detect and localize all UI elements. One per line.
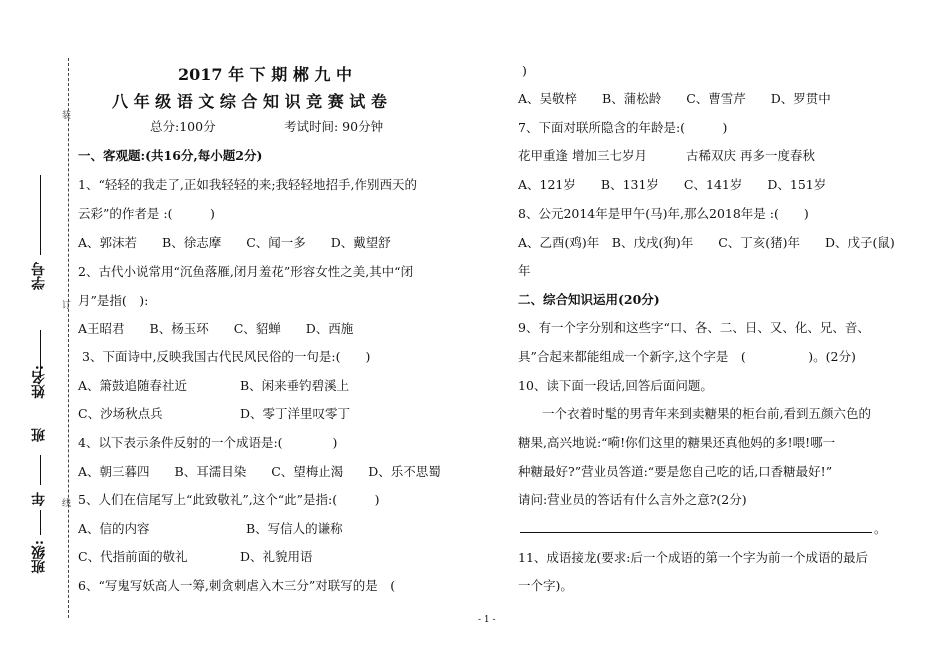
answer-end-mark: 。 xyxy=(874,521,887,536)
name-label: 姓名: xyxy=(31,365,47,399)
question-5-option-c: C、代指前面的敬礼 xyxy=(78,549,188,564)
question-7: 7、下面对联所隐含的年龄是:( ) xyxy=(518,120,728,135)
question-9-line-1: 9、有一个字分别和这些字“口、各、二、日、又、化、兄、音、 xyxy=(518,320,870,335)
binding-mark-xian: 线 xyxy=(62,499,72,509)
question-7-couplet-lower: 古稀双庆 再多一度春秋 xyxy=(686,148,815,163)
question-2-options: A王昭君 B、杨玉环 C、貂蝉 D、西施 xyxy=(78,321,354,336)
grade-label: 年 xyxy=(31,492,47,506)
question-5-option-b: B、写信人的谦称 xyxy=(246,521,343,536)
class-blank xyxy=(40,455,41,485)
passage-line-3: 种糖最好?”营业员答道:“要是您自己吃的话,口香糖最好!” xyxy=(518,464,833,479)
ban-label: 班 xyxy=(31,428,47,442)
exam-title: 八 年 级 语 文 综 合 知 识 竞 赛 试 卷 xyxy=(112,92,387,111)
student-number-blank xyxy=(40,175,41,255)
student-number-label: 学号 xyxy=(31,262,47,290)
question-3-option-c: C、沙场秋点兵 xyxy=(78,406,163,421)
question-3-option-d: D、零丁洋里叹零丁 xyxy=(240,406,351,421)
binding-dashed-line xyxy=(68,58,69,618)
question-8: 8、公元2014年是甲午(马)年,那么2018年是 :( ) xyxy=(518,206,809,221)
question-9-line-2: 具”合起来都能组成一个新字,这个字是 ( )。(2分) xyxy=(518,349,856,364)
question-6-options: A、吴敬梓 B、蒲松龄 C、曹雪芹 D、罗贯中 xyxy=(518,91,831,106)
question-3-option-b: B、闲来垂钓碧溪上 xyxy=(240,378,350,393)
name-blank xyxy=(40,330,41,378)
passage-line-1: 一个衣着时髦的男青年来到卖糖果的柜台前,看到五颜六色的 xyxy=(542,406,871,421)
question-1-line-2: 云彩”的作者是 :( ) xyxy=(78,206,215,221)
question-8-options-wrap: 年 xyxy=(518,263,531,278)
class-label: 班级: xyxy=(31,540,47,574)
question-5-option-a: A、信的内容 xyxy=(78,521,150,536)
section-knowledge-heading: 二、综合知识运用(20分) xyxy=(518,292,660,307)
binding-mark-ding: 订 xyxy=(62,301,72,311)
section-objective-heading: 一、客观题:(共16分,每小题2分) xyxy=(78,148,263,163)
grade-blank xyxy=(40,510,41,535)
question-7-couplet-upper: 花甲重逢 增加三七岁月 xyxy=(518,148,647,163)
question-4: 4、以下表示条件反射的一个成语是:( ) xyxy=(78,435,338,450)
question-7-options: A、121岁 B、131岁 C、141岁 D、151岁 xyxy=(518,177,827,192)
question-2-line-2: 月”是指( ): xyxy=(78,293,149,308)
page-number: - 1 - xyxy=(478,615,496,625)
question-3: 3、下面诗中,反映我国古代民风民俗的一句是:( ) xyxy=(82,349,371,364)
question-1-line-1: 1、“轻轻的我走了,正如我轻轻的来;我轻轻地招手,作别西天的 xyxy=(78,177,418,192)
question-3-option-a: A、箫鼓追随春社近 xyxy=(78,378,188,393)
question-10: 10、读下面一段话,回答后面问题。 xyxy=(518,378,713,393)
question-6: 6、“写鬼写妖高人一筹,刺贪刺虐入木三分”对联写的是 ( xyxy=(78,578,408,593)
question-10-prompt: 请问:营业员的答话有什么言外之意?(2分) xyxy=(518,492,747,507)
question-1-options: A、郭沫若 B、徐志摩 C、闻一多 D、戴望舒 xyxy=(78,235,391,250)
question-11-line-1: 11、成语接龙(要求:后一个成语的第一个字为前一个成语的最后 xyxy=(518,550,868,565)
binding-mark-zhuang: 装 xyxy=(62,111,72,121)
total-score: 总分:100分 xyxy=(150,119,216,134)
question-8-options: A、乙酉(鸡)年 B、戊戌(狗)年 C、丁亥(猪)年 D、戊子(鼠) xyxy=(518,235,895,250)
question-5: 5、人们在信尾写上“此致敬礼”,这个“此”是指:( ) xyxy=(78,492,380,507)
question-6-close-paren: ) xyxy=(522,63,527,78)
question-5-option-d: D、礼貌用语 xyxy=(240,549,313,564)
passage-line-2: 糖果,高兴地说:“嗬!你们这里的糖果还真他妈的多!喂!哪一 xyxy=(518,435,836,450)
answer-blank-line[interactable] xyxy=(520,532,872,533)
question-4-options: A、朝三暮四 B、耳濡目染 C、望梅止渴 D、乐不思蜀 xyxy=(78,464,441,479)
question-2-line-1: 2、古代小说常用“沉鱼落雁,闭月羞花”形容女性之美,其中“闭 xyxy=(78,264,414,279)
question-11-line-2: 一个字)。 xyxy=(518,578,573,593)
exam-time: 考试时间: 90分钟 xyxy=(284,119,384,134)
exam-title-school: 2017 年 下 期 郴 九 中 xyxy=(178,65,352,84)
